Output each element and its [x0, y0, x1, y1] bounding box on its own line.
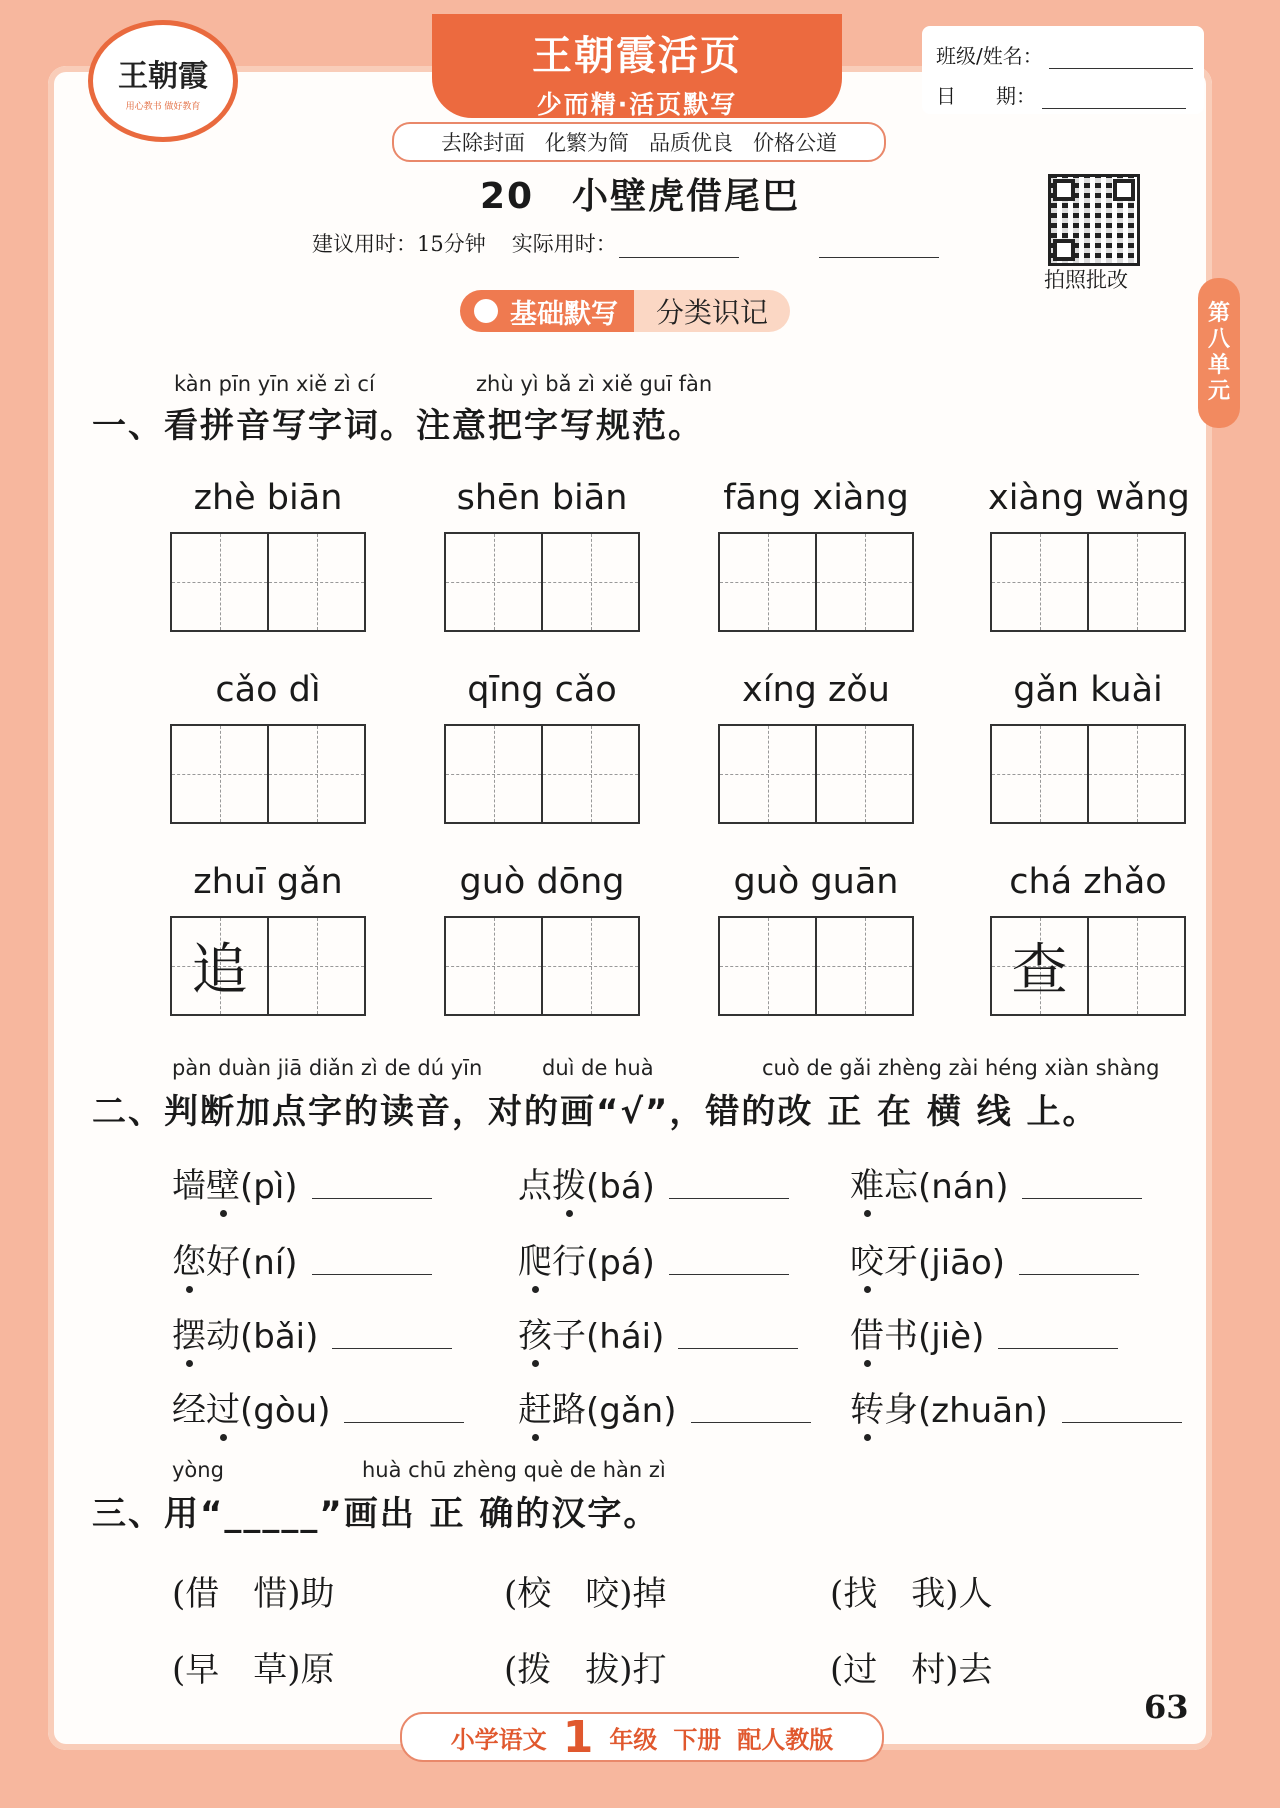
written-char: 查 — [1011, 938, 1068, 1003]
suggested-time: 建议用时：15分钟 — [312, 232, 486, 256]
date-field[interactable] — [1042, 88, 1186, 109]
writing-grid[interactable] — [718, 532, 914, 632]
vocab-pinyin: shēn biān — [456, 478, 628, 518]
time-row — [312, 228, 939, 258]
choice-item[interactable]: (过 村)去 — [830, 1650, 993, 1690]
reading-item — [518, 1234, 789, 1283]
dotted-char: 爬 — [518, 1234, 552, 1283]
vocab-pinyin: xiàng wǎng — [988, 478, 1190, 518]
section1-pinyin-a: kàn pīn yīn xiě zì cí — [174, 372, 375, 396]
dotted-char: 您 — [172, 1234, 206, 1283]
writing-cell[interactable] — [543, 918, 638, 1014]
writing-grid[interactable] — [444, 532, 640, 632]
writing-cell[interactable] — [720, 726, 817, 822]
dotted-char: 咬 — [850, 1234, 884, 1283]
word-char: 经 — [172, 1390, 206, 1430]
vocab-pinyin: qīng cǎo — [467, 670, 617, 710]
vocab-pinyin: fāng xiàng — [723, 478, 909, 518]
vocab-pinyin: chá zhǎo — [1009, 862, 1167, 902]
writing-cell[interactable] — [172, 726, 269, 822]
answer-blank[interactable] — [669, 1272, 789, 1275]
writing-cell[interactable] — [172, 534, 269, 630]
answer-blank[interactable] — [344, 1420, 464, 1423]
word-char: 身 — [884, 1390, 918, 1430]
reading-item — [850, 1234, 1139, 1283]
dotted-char: 赶 — [518, 1382, 552, 1431]
writing-cell[interactable] — [1089, 918, 1184, 1014]
pinyin-reading: (pá) — [586, 1243, 655, 1283]
section3-pinyin-a: yòng — [172, 1458, 224, 1482]
badge-basic-dictation: 基础默写 — [460, 290, 634, 332]
written-char: 追 — [191, 938, 248, 1003]
reading-item — [172, 1158, 432, 1207]
answer-blank[interactable] — [1022, 1196, 1142, 1199]
writing-grid[interactable] — [718, 916, 914, 1016]
section2-pinyin-b: duì de huà — [542, 1056, 654, 1080]
publisher-logo: 王朝霞 用心教书 做好教育 — [88, 20, 238, 142]
answer-blank[interactable] — [998, 1346, 1118, 1349]
class-name-row — [936, 40, 1193, 69]
section2-title: 二、判断加点字的读音，对的画“√”，错的改 正 在 横 线 上。 — [92, 1092, 1099, 1132]
unit-side-tab: 第 八 单 元 — [1198, 278, 1240, 428]
pinyin-reading: (gòu) — [240, 1391, 331, 1431]
vocab-pinyin: zhè biān — [193, 478, 343, 518]
extra-line — [819, 239, 939, 258]
answer-blank[interactable] — [1019, 1272, 1139, 1275]
reading-item — [850, 1158, 1142, 1207]
pinyin-reading: (bá) — [586, 1167, 655, 1207]
footer-term: 下册 — [673, 1725, 722, 1754]
word-char: 忘 — [884, 1166, 918, 1206]
footer-bar — [400, 1712, 884, 1762]
pinyin-reading: (zhuān) — [918, 1391, 1048, 1431]
writing-grid[interactable] — [444, 916, 640, 1016]
reading-item — [850, 1382, 1182, 1431]
date-row — [936, 80, 1186, 109]
writing-cell[interactable] — [269, 918, 364, 1014]
slogan-item: 价格公道 — [753, 131, 837, 155]
section3-title: 三、用“_____”画出 正 确的汉字。 — [92, 1494, 660, 1534]
qr-label: 拍照批改 — [1044, 268, 1128, 292]
writing-grid[interactable] — [990, 724, 1186, 824]
footer-edition: 配人教版 — [737, 1725, 834, 1754]
word-char: 书 — [884, 1316, 918, 1356]
writing-cell[interactable] — [543, 726, 638, 822]
writing-cell[interactable] — [992, 534, 1089, 630]
pinyin-reading: (gǎn) — [586, 1391, 677, 1431]
writing-cell[interactable] — [446, 534, 543, 630]
word-char: 墙 — [172, 1166, 206, 1206]
reading-item — [172, 1234, 432, 1283]
choice-item[interactable]: (拨 拔)打 — [504, 1650, 667, 1690]
word-char: 动 — [206, 1316, 240, 1356]
choice-item[interactable]: (找 我)人 — [830, 1574, 993, 1614]
word-char: 路 — [552, 1390, 586, 1430]
reading-item — [518, 1382, 811, 1431]
section1-title: 一、看拼音写字词。注意把字写规范。 — [92, 406, 704, 446]
section3-pinyin-b: huà chū zhèng què de hàn zì — [362, 1458, 666, 1482]
word-char: 好 — [206, 1242, 240, 1282]
qr-code-icon[interactable] — [1048, 174, 1140, 266]
footer-grade-number: 1 — [562, 1711, 594, 1763]
slogan-item: 去除封面 — [441, 131, 525, 155]
slogan-item: 品质优良 — [649, 131, 733, 155]
actual-time-label: 实际用时： — [511, 232, 617, 256]
pinyin-reading: (jiāo) — [918, 1243, 1006, 1283]
answer-blank[interactable] — [678, 1346, 798, 1349]
word-char: 子 — [552, 1316, 586, 1356]
slogan-item: 化繁为简 — [545, 131, 629, 155]
writing-cell[interactable] — [446, 726, 543, 822]
reading-item — [172, 1308, 452, 1357]
section2-pinyin-c: cuò de gǎi zhèng zài héng xiàn shàng — [762, 1056, 1160, 1080]
pinyin-reading: (pì) — [240, 1167, 298, 1207]
slogan-bar — [392, 122, 886, 162]
dotted-char: 借 — [850, 1308, 884, 1357]
writing-grid[interactable] — [990, 916, 1186, 1016]
writing-cell[interactable] — [269, 534, 364, 630]
choice-item[interactable]: (早 草)原 — [172, 1650, 335, 1690]
actual-time-field[interactable] — [619, 239, 739, 258]
class-name-label: 班级/姓名： — [936, 44, 1043, 68]
writing-cell[interactable] — [269, 726, 364, 822]
vocab-pinyin: zhuī gǎn — [193, 862, 343, 902]
brand-banner — [432, 14, 842, 118]
answer-blank[interactable] — [669, 1196, 789, 1199]
writing-cell[interactable] — [720, 918, 817, 1014]
pinyin-reading: (jiè) — [918, 1317, 985, 1357]
brand-subtitle: 少而精·活页默写 — [536, 90, 738, 119]
pinyin-reading: (ní) — [240, 1243, 298, 1283]
choice-item[interactable]: (借 惜)助 — [172, 1574, 335, 1614]
writing-cell[interactable] — [172, 918, 269, 1014]
writing-cell[interactable] — [817, 534, 912, 630]
writing-grid[interactable] — [170, 724, 366, 824]
lesson-title: 20 小壁虎借尾巴 — [479, 176, 801, 217]
writing-grid[interactable] — [170, 532, 366, 632]
answer-blank[interactable] — [312, 1272, 432, 1275]
choice-item[interactable]: (校 咬)掉 — [504, 1574, 667, 1614]
date-label: 日 期： — [936, 84, 1036, 108]
writing-grid[interactable] — [444, 724, 640, 824]
vocab-pinyin: guò guān — [733, 862, 899, 902]
section1-pinyin-b: zhù yì bǎ zì xiě guī fàn — [476, 372, 713, 396]
answer-blank[interactable] — [312, 1196, 432, 1199]
writing-cell[interactable] — [720, 534, 817, 630]
brand-title: 王朝霞活页 — [532, 32, 742, 79]
writing-cell[interactable] — [1089, 534, 1184, 630]
dotted-char: 孩 — [518, 1308, 552, 1357]
footer-subject: 小学语文 — [450, 1725, 547, 1754]
vocab-pinyin: cǎo dì — [215, 670, 321, 710]
student-info-box — [922, 26, 1204, 114]
answer-blank[interactable] — [332, 1346, 452, 1349]
writing-grid[interactable] — [170, 916, 366, 1016]
writing-cell[interactable] — [992, 726, 1089, 822]
pinyin-reading: (bǎi) — [240, 1317, 319, 1357]
writing-cell[interactable] — [1089, 726, 1184, 822]
vocab-pinyin: gǎn kuài — [1013, 670, 1163, 710]
section2-pinyin-a: pàn duàn jiā diǎn zì de dú yīn — [172, 1056, 483, 1080]
dotted-char: 壁 — [206, 1158, 240, 1207]
writing-grid[interactable] — [718, 724, 914, 824]
dotted-char: 难 — [850, 1158, 884, 1207]
page-number: 63 — [1144, 1688, 1189, 1726]
writing-grid[interactable] — [990, 532, 1186, 632]
answer-blank[interactable] — [691, 1420, 811, 1423]
dotted-char: 拨 — [552, 1158, 586, 1207]
word-char: 牙 — [884, 1242, 918, 1282]
reading-item — [850, 1308, 1118, 1357]
writing-cell[interactable] — [992, 918, 1089, 1014]
word-char: 行 — [552, 1242, 586, 1282]
badge-category: 分类识记 — [634, 290, 790, 332]
vocab-pinyin: xíng zǒu — [742, 670, 890, 710]
writing-cell[interactable] — [817, 918, 912, 1014]
class-name-field[interactable] — [1049, 48, 1193, 69]
footer-grade: 年级 — [609, 1725, 658, 1754]
pinyin-reading: (hái) — [586, 1317, 665, 1357]
section-badge — [460, 290, 790, 332]
dotted-char: 过 — [206, 1382, 240, 1431]
writing-cell[interactable] — [543, 534, 638, 630]
reading-item — [518, 1308, 798, 1357]
pinyin-reading: (nán) — [918, 1167, 1009, 1207]
answer-blank[interactable] — [1062, 1420, 1182, 1423]
dotted-char: 转 — [850, 1382, 884, 1431]
word-char: 点 — [518, 1166, 552, 1206]
reading-item — [518, 1158, 789, 1207]
reading-item — [172, 1382, 464, 1431]
writing-cell[interactable] — [817, 726, 912, 822]
dotted-char: 摆 — [172, 1308, 206, 1357]
medal-icon — [474, 299, 498, 323]
vocab-pinyin: guò dōng — [459, 862, 625, 902]
writing-cell[interactable] — [446, 918, 543, 1014]
